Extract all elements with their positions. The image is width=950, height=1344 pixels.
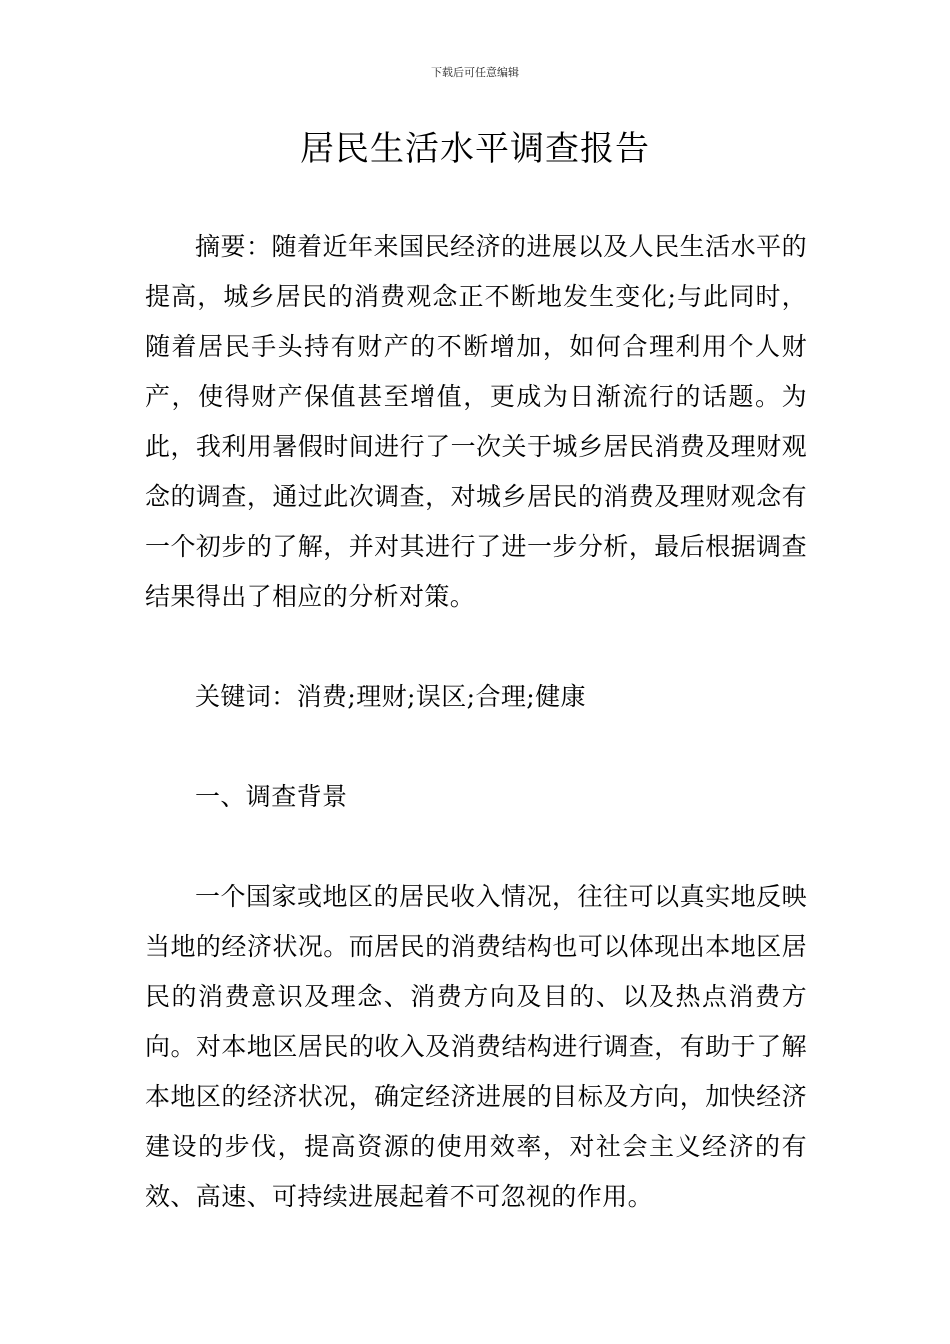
- spacer: [145, 722, 807, 772]
- keywords-paragraph: 关键词：消费;理财;误区;合理;健康: [195, 682, 586, 711]
- document-title: 居民生活水平调查报告: [300, 129, 650, 169]
- abstract-paragraph: 摘要：随着近年来国民经济的进展以及人民生活水平的提高，城乡居民的消费观念正不断地发生变化;与此同时，随着居民手头持有财产的不断增加，如何合理利用个人财产，使得财产保值甚至增值，更成为日渐流行的话题。为此，我利用暑假时间进行了一次关于城乡居民消费及理财观念的调查，通过此次调查，对城乡居民的消费及理财观念有一个初步的了解，并对其进行了进一步分析，最后根据调查结果得出了相应的分析对策。: [145, 232, 807, 611]
- spacer: [145, 622, 807, 672]
- document-body: [145, 222, 807, 1222]
- section-heading: 一、调查背景: [195, 782, 348, 811]
- page-header-note: 下载后可任意编辑: [431, 66, 519, 79]
- section-body-paragraph: 一个国家或地区的居民收入情况，往往可以真实地反映当地的经济状况。而居民的消费结构也可以体现出本地区居民的消费意识及理念、消费方向及目的、以及热点消费方向。对本地区居民的收入及消费结构进行调查，有助于了解本地区的经济状况，确定经济进展的目标及方向，加快经济建设的步伐，提高资源的使用效率，对社会主义经济的有效、高速、可持续进展起着不可忽视的作用。: [145, 882, 807, 1211]
- spacer: [145, 822, 807, 872]
